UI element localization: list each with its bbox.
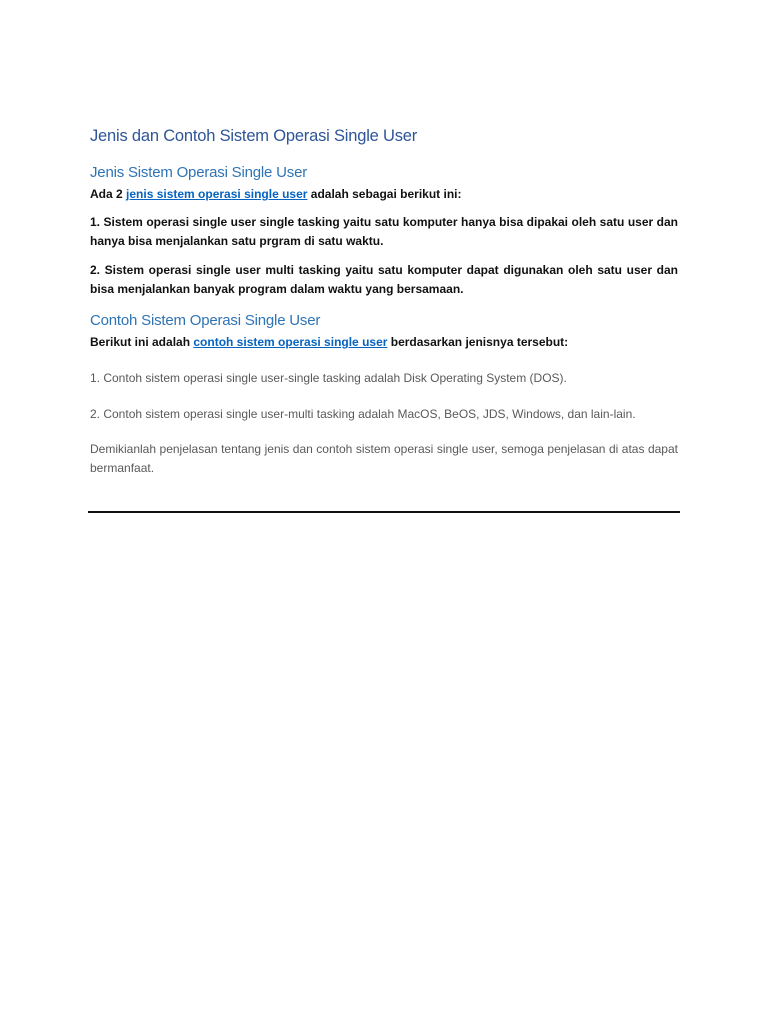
section1-intro-suffix: adalah sebagai berikut ini:	[307, 187, 462, 201]
link-jenis-sistem-operasi[interactable]: jenis sistem operasi single user	[126, 187, 308, 201]
section2-intro	[90, 333, 678, 352]
link-contoh-sistem-operasi[interactable]: contoh sistem operasi single user	[193, 335, 388, 349]
section-heading-contoh: Contoh Sistem Operasi Single User	[90, 312, 321, 329]
horizontal-rule	[88, 511, 680, 513]
closing-paragraph: Demikianlah penjelasan tentang jenis dan contoh sistem operasi single user, semoga penjelasan di atas dapat bermanfaat.	[90, 442, 678, 475]
jenis-item-2: 2. Sistem operasi single user multi tasking yaitu satu komputer dapat digunakan oleh satu user dan bisa menjalankan banyak program dalam waktu yang bersamaan.	[90, 263, 678, 296]
section2-intro-suffix: berdasarkan jenisnya tersebut:	[387, 335, 569, 349]
jenis-item-1: 1. Sistem operasi single user single tasking yaitu satu komputer hanya bisa dipakai oleh satu user dan hanya bisa menjalankan satu prgram di satu waktu.	[90, 215, 678, 248]
section-heading-jenis: Jenis Sistem Operasi Single User	[90, 164, 308, 181]
section1-intro	[90, 185, 678, 204]
document-title: Jenis dan Contoh Sistem Operasi Single User	[90, 127, 418, 145]
contoh-item-1: 1. Contoh sistem operasi single user-single tasking adalah Disk Operating System (DOS).	[90, 371, 567, 385]
section1-intro-prefix: Ada 2	[90, 187, 127, 201]
document-page	[90, 124, 678, 478]
section2-intro-prefix: Berikut ini adalah	[90, 335, 194, 349]
contoh-item-2: 2. Contoh sistem operasi single user-multi tasking adalah MacOS, BeOS, JDS, Windows, dan lain-lain.	[90, 407, 636, 421]
